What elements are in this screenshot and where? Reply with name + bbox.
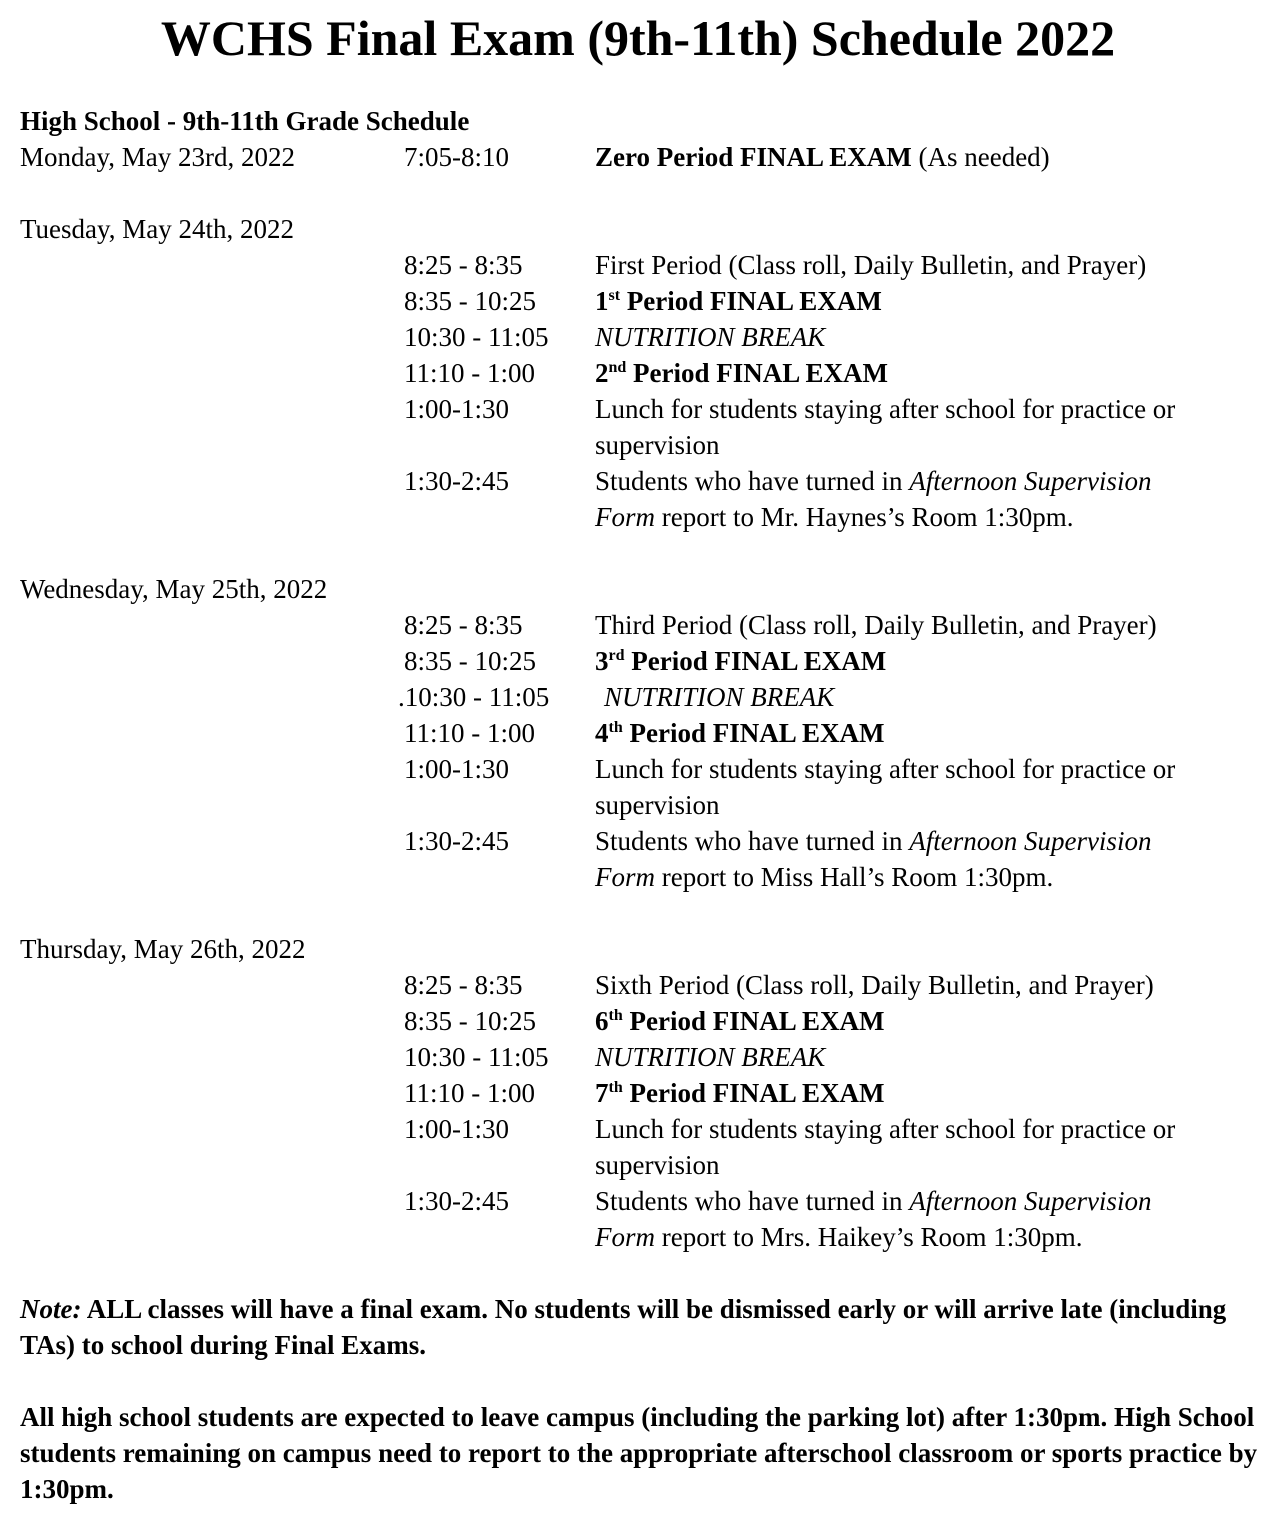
form-name: Afternoon Supervision [909,826,1152,856]
time-slot: 1:00-1:30 [404,1114,509,1144]
period-number: 2 [595,358,609,388]
event-exam [595,283,882,319]
event-supervision-cont [595,499,1073,535]
time-slot: 8:35 - 10:25 [404,1006,536,1036]
event-exam [595,355,888,391]
period-number: 1 [595,286,609,316]
event-homeroom: First Period (Class roll, Daily Bulletin, and Prayer) [595,250,1147,280]
closing-note: All high school students are expected to leave campus (including the parking lot) after 1:30pm. High School students remaining on campus need to report to the appropriate afterschool classroom or sports practice by 1:30pm. [20,1402,1258,1504]
time-slot: 1:00-1:30 [404,754,509,784]
time-slot: 8:35 - 10:25 [404,286,536,316]
event-lunch-cont: supervision [595,430,720,460]
form-name: Afternoon Supervision [909,466,1152,496]
supervision-room: report to Mr. Haynes’s Room 1:30pm. [655,502,1074,532]
supervision-room: report to Miss Hall’s Room 1:30pm. [655,862,1054,892]
ordinal-suffix: rd [608,647,625,664]
schedule-subtitle: High School - 9th-11th Grade Schedule [20,106,470,136]
time-slot: 1:30-2:45 [404,466,509,496]
event-zero-period [595,139,1050,175]
day-thursday: Thursday, May 26th, 2022 [20,934,306,964]
event-supervision-cont [595,1219,1082,1255]
day-wednesday: Wednesday, May 25th, 2022 [20,574,328,604]
event-lunch: Lunch for students staying after school for practice or [595,1114,1176,1144]
exam-note [20,1291,1260,1363]
event-supervision [595,823,1151,859]
exam-label: Period FINAL EXAM [620,286,882,316]
period-number: 4 [595,718,609,748]
ordinal-suffix: th [608,719,623,736]
note-text: ALL classes will have a final exam. No students will be dismissed early or will arrive late (including TAs) to school during Final Exams. [20,1294,1227,1360]
period-number: 3 [595,646,609,676]
event-exam [595,1075,884,1111]
period-number: 7 [595,1078,609,1108]
form-name: Afternoon Supervision [909,1186,1152,1216]
time-slot: 8:35 - 10:25 [404,646,536,676]
ordinal-suffix: th [608,1007,623,1024]
time-slot: 1:00-1:30 [404,394,509,424]
time-slot: 7:05-8:10 [404,142,509,172]
time-slot: .10:30 - 11:05 [398,682,550,712]
supervision-text: Students who have turned in [595,1186,910,1216]
ordinal-suffix: th [608,1079,623,1096]
form-name: Form [595,862,655,892]
time-slot: 10:30 - 11:05 [404,1042,549,1072]
event-supervision-cont [595,859,1053,895]
time-slot: 8:25 - 8:35 [404,610,523,640]
time-slot: 10:30 - 11:05 [404,322,549,352]
form-name: Form [595,1222,655,1252]
event-lunch-cont: supervision [595,790,720,820]
event-nutrition-break: NUTRITION BREAK [595,1042,826,1072]
event-lunch: Lunch for students staying after school for practice or [595,754,1176,784]
event-supervision [595,463,1151,499]
time-slot: 8:25 - 8:35 [404,250,523,280]
ordinal-suffix: st [608,287,621,304]
event-homeroom: Sixth Period (Class roll, Daily Bulletin, and Prayer) [595,970,1154,1000]
time-slot: 1:30-2:45 [404,826,509,856]
time-slot: 11:10 - 1:00 [404,358,535,388]
exam-label: Period FINAL EXAM [624,646,887,676]
supervision-text: Students who have turned in [595,466,910,496]
supervision-room: report to Mrs. Haikey’s Room 1:30pm. [655,1222,1083,1252]
day-tuesday: Tuesday, May 24th, 2022 [20,214,295,244]
supervision-text: Students who have turned in [595,826,910,856]
event-lunch: Lunch for students staying after school for practice or [595,394,1176,424]
event-note: (As needed) [911,142,1050,172]
period-number: 6 [595,1006,609,1036]
exam-label: Period FINAL EXAM [626,358,889,388]
day-monday: Monday, May 23rd, 2022 [20,142,295,172]
event-exam [595,1003,884,1039]
event-bold: Zero Period FINAL EXAM [595,142,912,172]
ordinal-suffix: nd [608,359,627,376]
event-exam [595,643,886,679]
event-nutrition-break: NUTRITION BREAK [595,322,826,352]
event-nutrition-break: NUTRITION BREAK [604,682,835,712]
event-lunch-cont: supervision [595,1150,720,1180]
note-label: Note: [20,1294,82,1324]
page-title: WCHS Final Exam (9th-11th) Schedule 2022 [160,10,1116,66]
exam-label: Period FINAL EXAM [622,718,885,748]
time-slot: 11:10 - 1:00 [404,718,535,748]
exam-label: Period FINAL EXAM [622,1078,885,1108]
exam-label: Period FINAL EXAM [622,1006,885,1036]
event-exam [595,715,884,751]
time-slot: 1:30-2:45 [404,1186,509,1216]
form-name: Form [595,502,655,532]
time-slot: 8:25 - 8:35 [404,970,523,1000]
event-homeroom: Third Period (Class roll, Daily Bulletin, and Prayer) [595,610,1157,640]
time-slot: 11:10 - 1:00 [404,1078,535,1108]
event-supervision [595,1183,1151,1219]
